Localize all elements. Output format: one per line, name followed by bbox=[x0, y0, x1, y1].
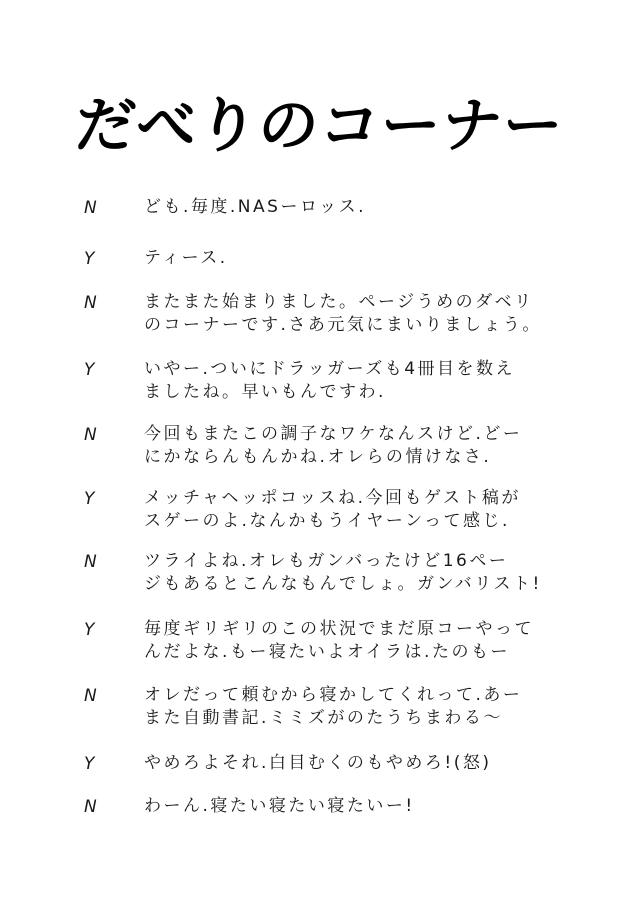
dialogue-text bbox=[144, 358, 614, 404]
dialogue-text bbox=[144, 550, 614, 596]
dialogue-line: にかならんもんかね.オレらの情けなさ. bbox=[144, 447, 492, 467]
dialogue-line: ティース. bbox=[144, 248, 228, 268]
dialogue-text bbox=[144, 618, 614, 664]
speaker-label: Y bbox=[84, 489, 95, 509]
dialogue-line: ツライよね.オレもガンバったけど16ペー bbox=[144, 551, 509, 571]
dialogue-text bbox=[144, 247, 614, 270]
dialogue-line: んだよな.もー寝たいよオイラは.たのもー bbox=[144, 642, 510, 662]
dialogue-line: 毎度ギリギリのこの状況でまだ原コーやって bbox=[144, 619, 534, 639]
speaker-label: N bbox=[84, 552, 97, 572]
speaker-label: N bbox=[84, 198, 97, 218]
speaker-label: Y bbox=[84, 249, 95, 269]
dialogue-line: わーん.寝たい寝たい寝たいー! bbox=[144, 796, 415, 816]
dialogue-text bbox=[144, 795, 614, 818]
dialogue-line: オレだって頼むから寝かしてくれって.あー bbox=[144, 685, 523, 705]
dialogue-line: ジもあるとこんなもんでしょ。ガンバリスト! bbox=[144, 574, 542, 594]
dialogue-text bbox=[144, 487, 614, 533]
dialogue-text bbox=[144, 423, 614, 469]
speaker-label: N bbox=[84, 293, 97, 313]
dialogue-line: 今回もまたこの調子なワケなんスけど.どー bbox=[144, 424, 523, 444]
dialogue-line: のコーナーです.さあ元気にまいりましょう。 bbox=[144, 315, 542, 335]
speaker-label: N bbox=[84, 686, 97, 706]
dialogue-line: ども.毎度.NASーロッス. bbox=[144, 197, 367, 217]
dialogue-line: またまた始まりました。ページうめのダベリ bbox=[144, 292, 534, 312]
dialogue-line: メッチャヘッポコッスね.今回もゲスト稿が bbox=[144, 488, 521, 508]
speaker-label: N bbox=[84, 425, 97, 445]
dialogue-line: ましたね。早いもんですわ. bbox=[144, 382, 386, 402]
speaker-label: Y bbox=[84, 360, 95, 380]
dialogue-line: スゲーのよ.なんかもうイヤーンって感じ. bbox=[144, 511, 510, 531]
speaker-label: N bbox=[84, 797, 97, 817]
page-title: だべりのコーナー bbox=[71, 91, 568, 161]
speaker-label: Y bbox=[84, 754, 95, 774]
dialogue-line: いやー.ついにドラッガーズも4冊目を数え bbox=[144, 359, 516, 379]
dialogue-text bbox=[144, 684, 614, 730]
speaker-label: Y bbox=[84, 620, 95, 640]
dialogue-text bbox=[144, 752, 614, 775]
dialogue-line: また自動書記.ミミズがのたうちまわる〜 bbox=[144, 708, 503, 728]
dialogue-text bbox=[144, 291, 614, 337]
dialogue-text bbox=[144, 196, 614, 219]
dialogue-line: やめろよそれ.白目むくのもやめろ!(怒) bbox=[144, 753, 492, 773]
